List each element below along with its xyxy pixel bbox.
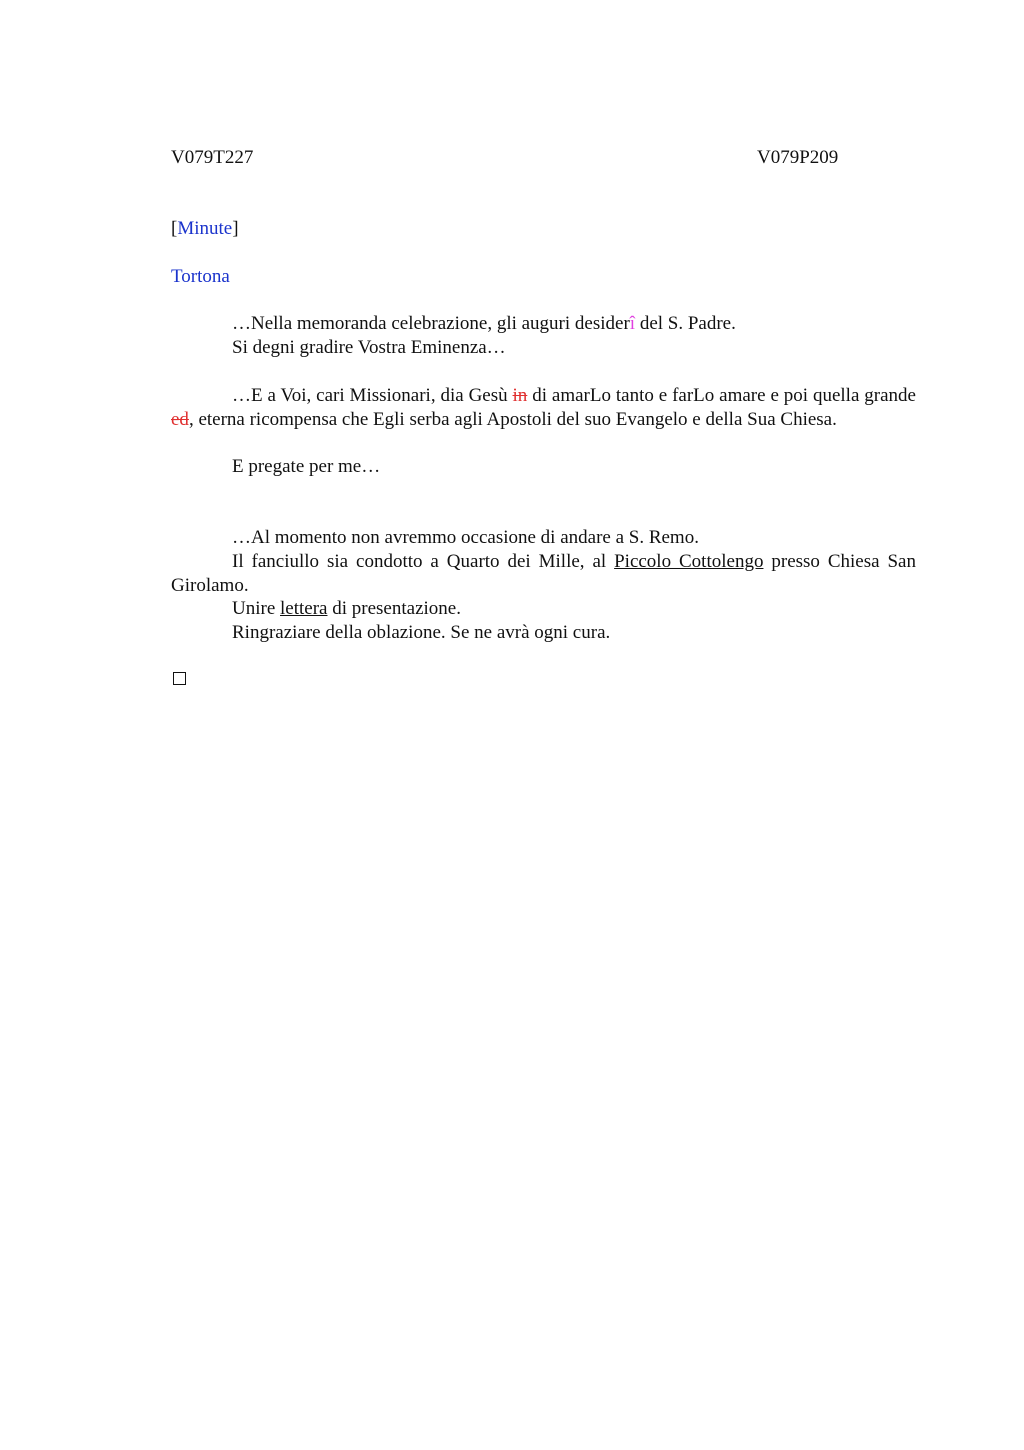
document-code-left: V079T227 — [171, 147, 254, 168]
document-code-right: V079P209 — [757, 147, 839, 168]
type-label-text: Minute — [177, 218, 233, 239]
empty-square-icon — [173, 672, 186, 685]
letter2-paragraph1 — [171, 384, 916, 432]
letter3-text-after-link: presso Chiesa San Girolamo. — [171, 551, 916, 596]
letter1-line1-tail: del S. Padre. — [635, 313, 736, 334]
letter2-text-1: …E a Voi, cari Missionari, dia Gesù — [232, 385, 513, 406]
letter2-text-2: di amarLo tanto e farLo amare e poi quella grande — [527, 385, 916, 406]
underlined-lettera: lettera — [280, 598, 328, 619]
letter3-paragraph2 — [171, 550, 916, 598]
letter1-line1-text: …Nella memoranda celebrazione, gli auguri desider — [232, 313, 630, 334]
letter3-p3-after: di presentazione. — [327, 598, 461, 619]
letter3-paragraph3 — [232, 597, 461, 621]
letter1-line2: Si degni gradire Vostra Eminenza… — [232, 337, 506, 358]
bracket-close: ] — [232, 218, 239, 239]
letter2-deleted-2: ed — [171, 409, 189, 430]
letter2-deleted-1: in — [512, 385, 528, 406]
letter3-paragraph1: …Al momento non avremmo occasione di andare a S. Remo. — [232, 527, 699, 548]
letter3-paragraph4: Ringraziare della oblazione. Se ne avrà ogni cura. — [232, 622, 611, 643]
letter3-p3-before: Unire — [232, 598, 281, 619]
document-type-label — [171, 217, 239, 241]
letter1-line1 — [232, 312, 736, 336]
letter3-text-before-link: Il fanciullo sia condotto a Quarto dei Mille, al — [232, 551, 615, 572]
letter2-paragraph2: E pregate per me… — [232, 456, 381, 477]
underlined-piccolo-cottolengo: Piccolo Cottolengo — [614, 551, 764, 572]
letter1-correction-mark: î — [629, 313, 636, 334]
bracket-open: [ — [171, 218, 178, 239]
place-name: Tortona — [171, 266, 230, 287]
letter2-text-3: , eterna ricompensa che Egli serba agli Apostoli del suo Evangelo e della Sua Chiesa. — [188, 409, 837, 430]
